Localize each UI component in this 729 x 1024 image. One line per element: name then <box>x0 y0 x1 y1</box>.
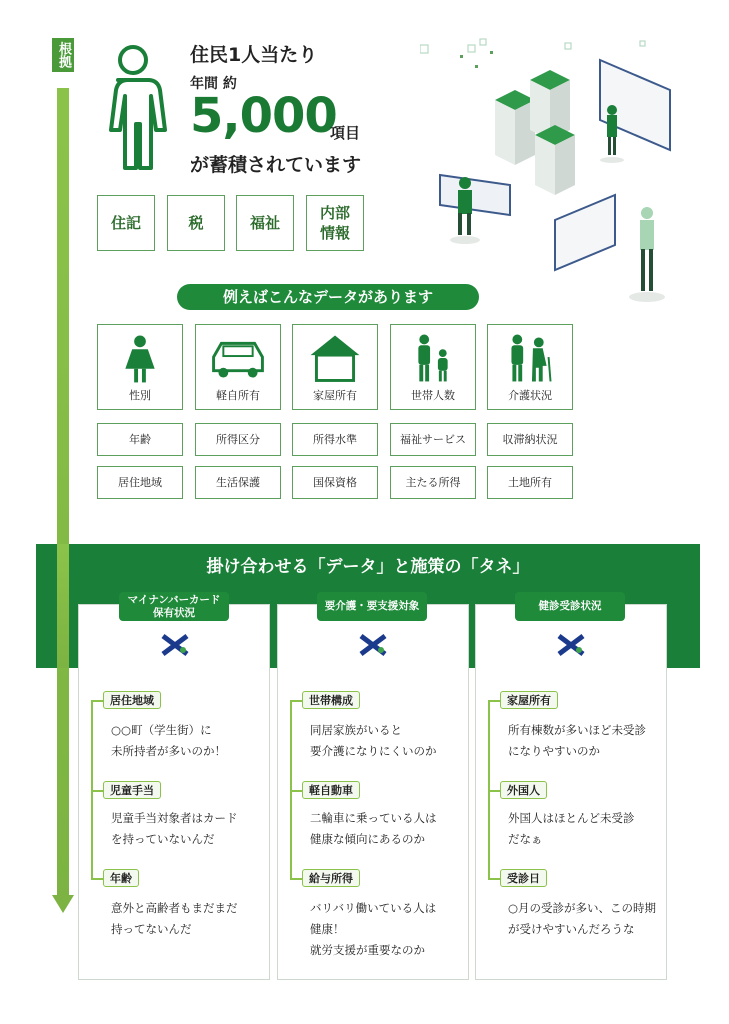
data-tag: 生活保護 <box>195 466 281 499</box>
data-tag: 福祉サービス <box>390 423 476 456</box>
tree-branch <box>488 700 500 702</box>
combo-text: 意外と高齢者もまだまだ 持ってないんだ <box>111 901 238 936</box>
combo-text: 児童手当対象者はカード を持っていないんだ <box>111 811 238 846</box>
column-head: 健診受診状況 <box>515 592 625 621</box>
combo-tag: 世帯構成 <box>302 691 360 709</box>
tree-branch <box>290 700 302 702</box>
female-icon <box>98 333 182 383</box>
tree-branch <box>488 790 500 792</box>
server-illustration <box>420 35 710 310</box>
data-tag: 所得区分 <box>195 423 281 456</box>
data-tag: 居住地域 <box>97 466 183 499</box>
elderly-care-icon <box>488 333 572 383</box>
combo-tag: 居住地域 <box>103 691 161 709</box>
combo-tag: 児童手当 <box>103 781 161 799</box>
hero-line1: 住民1人当たり <box>190 44 318 66</box>
source-juki: 住記 <box>97 195 155 251</box>
category-label: 世帯人数 <box>411 389 455 402</box>
cross-icon <box>161 634 189 656</box>
person-icon <box>98 42 168 172</box>
category-card-care <box>487 324 573 410</box>
data-tag: 所得水準 <box>292 423 378 456</box>
car-icon <box>196 333 280 383</box>
data-tag: 国保資格 <box>292 466 378 499</box>
basis-label: 根拠 <box>52 38 74 72</box>
combo-text: 二輪車に乗っている人は 健康な傾向にあるのか <box>310 811 437 846</box>
source-naibu: 内部 情報 <box>306 195 364 251</box>
family-icon <box>391 333 475 383</box>
category-label: 家屋所有 <box>313 389 357 402</box>
combo-tag: 軽自動車 <box>302 781 360 799</box>
category-label: 軽自所有 <box>216 389 260 402</box>
band-title: 掛け合わせる「データ」と施策の「タネ」 <box>206 557 530 577</box>
category-card-car <box>195 324 281 410</box>
hero-line2: 年間 約 <box>190 76 237 92</box>
tree-branch <box>488 878 500 880</box>
column-head: マイナンバーカード 保有状況 <box>119 592 229 621</box>
tree-line <box>488 700 490 878</box>
examples-title: 例えばこんなデータがあります <box>177 284 479 310</box>
combo-text: 所有棟数が多いほど未受診 になりやすいのか <box>508 723 646 758</box>
combo-text: ○○町（学生街）に 未所持者が多いのか！ <box>111 723 226 758</box>
category-label: 性別 <box>129 389 151 402</box>
category-card-gender <box>97 324 183 410</box>
basis-arrow-shaft <box>57 88 69 898</box>
data-tag: 収滞納状況 <box>487 423 573 456</box>
category-card-family <box>390 324 476 410</box>
tree-branch <box>91 790 103 792</box>
tree-line <box>290 700 292 878</box>
combo-text: ○月の受診が多い、この時期 が受けやすいんだろうな <box>508 901 657 936</box>
source-fukushi: 福祉 <box>236 195 294 251</box>
hero-line3: が蓄積されています <box>190 154 362 176</box>
data-tag: 主たる所得 <box>390 466 476 499</box>
combo-tag: 受診日 <box>500 869 547 887</box>
source-zei: 税 <box>167 195 225 251</box>
hero-number: 5,000 <box>190 88 337 144</box>
category-label: 介護状況 <box>508 389 552 402</box>
cross-icon <box>557 634 585 656</box>
tree-branch <box>91 878 103 880</box>
data-tag: 土地所有 <box>487 466 573 499</box>
combo-tag: 外国人 <box>500 781 547 799</box>
tree-branch <box>91 700 103 702</box>
basis-arrow-head <box>52 895 74 913</box>
basis-arrow-shaft-overlay <box>57 544 69 668</box>
combo-tag: 家屋所有 <box>500 691 558 709</box>
combo-text: 同居家族がいると 要介護になりにくいのか <box>310 723 437 758</box>
house-icon <box>293 333 377 383</box>
data-tag: 年齢 <box>97 423 183 456</box>
combo-text: バリバリ働いている人は 健康！ 就労支援が重要なのか <box>310 901 437 957</box>
tree-line <box>91 700 93 878</box>
combo-tag: 年齢 <box>103 869 139 887</box>
category-card-house <box>292 324 378 410</box>
combo-tag: 給与所得 <box>302 869 360 887</box>
cross-icon <box>359 634 387 656</box>
tree-branch <box>290 878 302 880</box>
column-head: 要介護・要支援対象 <box>317 592 427 621</box>
combo-text: 外国人はほとんど未受診 だなぁ <box>508 811 635 846</box>
tree-branch <box>290 790 302 792</box>
hero-unit: 項目 <box>330 124 361 142</box>
